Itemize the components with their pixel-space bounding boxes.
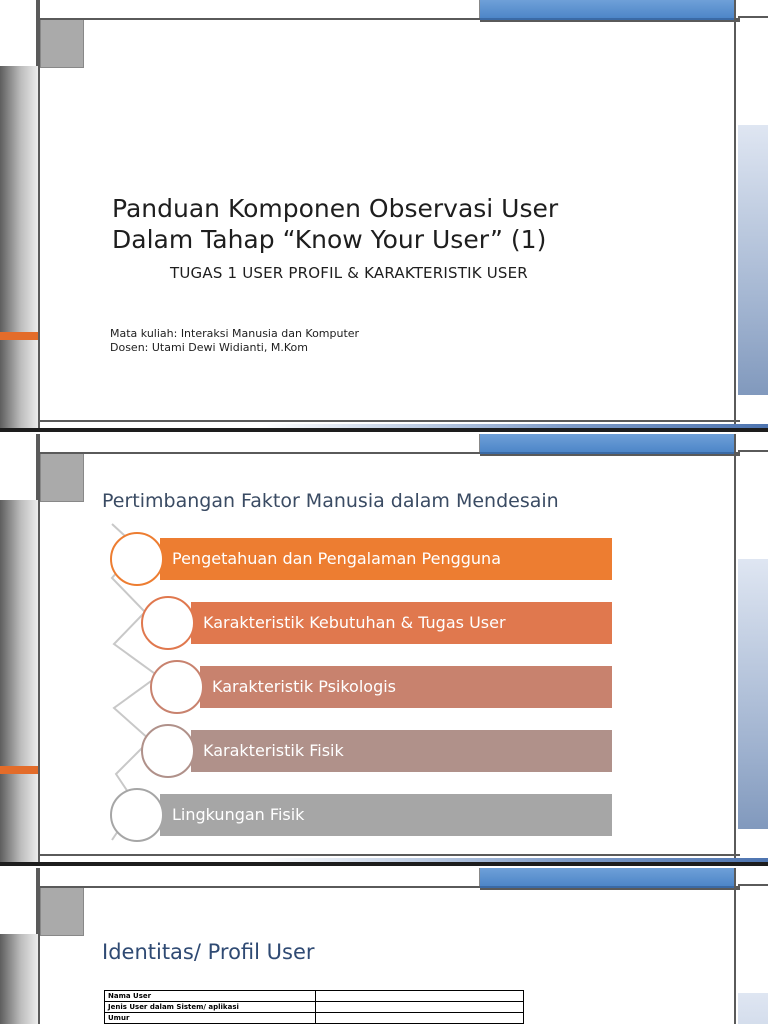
list-item-label: Karakteristik Kebutuhan & Tugas User (203, 613, 506, 632)
frame-right-top (738, 868, 768, 886)
table-cell-label: Nama User (105, 991, 316, 1002)
title-line-1: Panduan Komponen Observasi User (112, 194, 559, 223)
list-item-label: Lingkungan Fisik (172, 805, 305, 824)
list-item-bullet-circle (141, 596, 195, 650)
list-item-bullet-circle (141, 724, 195, 778)
list-item-bar[interactable] (160, 794, 612, 836)
list-item-bullet-circle (110, 532, 164, 586)
slide-2-title: Pertimbangan Faktor Manusia dalam Mendesain (102, 490, 559, 512)
list-item-bar[interactable] (160, 538, 612, 580)
table-cell-value[interactable] (316, 991, 524, 1002)
frame-blue-bar (480, 868, 734, 888)
table-row (105, 1002, 524, 1013)
frame-divider (734, 868, 736, 1024)
frame-left-white (0, 868, 38, 934)
table-cell-label: Jenis User dalam Sistem/ aplikasi (105, 1002, 316, 1013)
list-item-bar[interactable] (200, 666, 612, 708)
list-item-bar[interactable] (191, 730, 612, 772)
table-cell-label: Umur (105, 1013, 316, 1024)
slide-1-subtitle: TUGAS 1 USER PROFIL & KARAKTERISTIK USER (170, 264, 528, 282)
frame-top-bar (84, 868, 480, 886)
frame-right-panel (738, 993, 768, 1024)
list-item-bullet-circle (150, 660, 204, 714)
title-line-2: Dalam Tahap “Know Your User” (1) (112, 225, 547, 254)
profile-table (104, 990, 524, 1024)
table-row (105, 991, 524, 1002)
lecturer-label: Dosen: Utami Dewi Widianti, M.Kom (110, 341, 308, 354)
list-item-label: Pengetahuan dan Pengalaman Pengguna (172, 549, 501, 568)
list-item-bullet-circle (110, 788, 164, 842)
list-item-label: Karakteristik Fisik (203, 741, 344, 760)
table-row (105, 1013, 524, 1024)
list-item-bar[interactable] (191, 602, 612, 644)
frame-left-gradient (0, 934, 38, 1024)
list-item-label: Karakteristik Psikologis (212, 677, 397, 696)
slide-3-title: Identitas/ Profil User (102, 940, 315, 964)
frame-gray-square (40, 886, 84, 936)
frame-divider (480, 888, 740, 890)
course-label: Mata kuliah: Interaksi Manusia dan Komputer (110, 327, 360, 340)
table-cell-value[interactable] (316, 1002, 524, 1013)
table-cell-value[interactable] (316, 1013, 524, 1024)
